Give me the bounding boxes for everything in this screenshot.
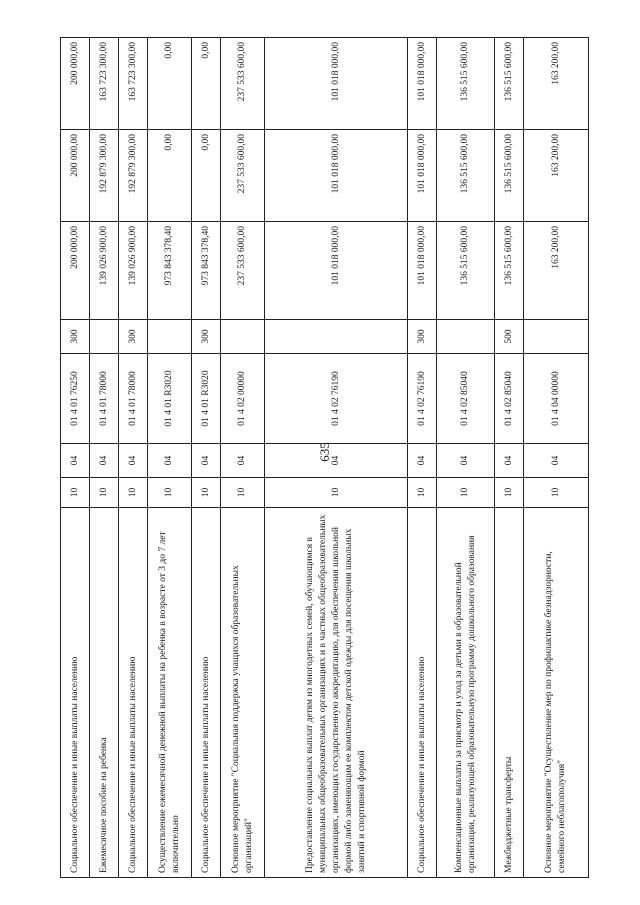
row-section-cell: 10 bbox=[221, 478, 265, 508]
budget-table bbox=[60, 37, 589, 878]
row-value-year3-cell: 101 018 000,00 bbox=[408, 38, 437, 130]
row-section-cell: 10 bbox=[61, 478, 90, 508]
row-value-year3-cell: 0,00 bbox=[192, 38, 221, 130]
row-value-year1-cell: 200 000,00 bbox=[61, 222, 90, 320]
row-name-cell: Основное мероприятие "Осуществление мер по профилактике безнадзорности, семейного неблагополучия" bbox=[524, 508, 589, 878]
row-section-cell: 10 bbox=[437, 478, 495, 508]
rotated-table-container bbox=[60, 38, 588, 878]
row-value-year2-cell: 0,00 bbox=[148, 130, 192, 222]
row-value-year1-cell: 101 018 000,00 bbox=[265, 222, 408, 320]
row-target-code-cell: 01 4 02 85040 bbox=[495, 354, 524, 444]
row-section-cell: 10 bbox=[148, 478, 192, 508]
row-name-cell: Социальное обеспечение и иные выплаты населению bbox=[192, 508, 221, 878]
page-number: 635 bbox=[317, 442, 332, 462]
row-value-year2-cell: 0,00 bbox=[192, 130, 221, 222]
row-value-year2-cell: 192 879 300,00 bbox=[90, 130, 119, 222]
row-value-year1-cell: 163 200,00 bbox=[524, 222, 589, 320]
row-name-cell: Социальное обеспечение и иные выплаты населению bbox=[61, 508, 90, 878]
row-value-year2-cell: 237 533 600,00 bbox=[221, 130, 265, 222]
row-target-code-cell: 01 4 02 85040 bbox=[437, 354, 495, 444]
row-value-year1-cell: 101 018 000,00 bbox=[408, 222, 437, 320]
row-name-cell: Ежемесячное пособие на ребенка bbox=[90, 508, 119, 878]
row-subsection-cell: 04 bbox=[495, 444, 524, 478]
table-row bbox=[524, 38, 589, 878]
row-name-cell: Социальное обеспечение и иные выплаты населению bbox=[408, 508, 437, 878]
row-target-code-cell: 01 4 01 78000 bbox=[90, 354, 119, 444]
row-target-code-cell: 01 4 01 R3020 bbox=[192, 354, 221, 444]
table-row bbox=[90, 38, 119, 878]
table-row bbox=[221, 38, 265, 878]
row-expense-type-cell: 300 bbox=[408, 320, 437, 354]
row-subsection-cell: 04 bbox=[524, 444, 589, 478]
row-subsection-cell: 04 bbox=[221, 444, 265, 478]
row-value-year2-cell: 136 515 600,00 bbox=[437, 130, 495, 222]
row-value-year2-cell: 192 879 300,00 bbox=[119, 130, 148, 222]
row-expense-type-cell bbox=[437, 320, 495, 354]
table-row bbox=[119, 38, 148, 878]
row-value-year3-cell: 163 723 300,00 bbox=[90, 38, 119, 130]
row-value-year2-cell: 101 018 000,00 bbox=[265, 130, 408, 222]
row-expense-type-cell bbox=[148, 320, 192, 354]
row-subsection-cell: 04 bbox=[408, 444, 437, 478]
row-value-year3-cell: 237 533 600,00 bbox=[221, 38, 265, 130]
row-target-code-cell: 01 4 02 76190 bbox=[408, 354, 437, 444]
row-subsection-cell: 04 bbox=[265, 444, 408, 478]
row-section-cell: 10 bbox=[408, 478, 437, 508]
row-name-cell: Компенсационные выплаты за присмотр и уход за детьми в образовательной организации, реализующей образовательную программу дошкольного образования bbox=[437, 508, 495, 878]
row-value-year3-cell: 200 000,00 bbox=[61, 38, 90, 130]
row-name-cell: Предоставление социальных выплат детям из многодетных семей, обучающимся в муниципальных общеобразовательных организациях и в частных общеобразовательных организациях, имеющих государственную аккредитацию, для обеспечения школьной формой либо заменяющим ее комплектом детской одежды для посещения школьных занятий и спортивной формой bbox=[265, 508, 408, 878]
row-value-year1-cell: 136 515 600,00 bbox=[437, 222, 495, 320]
row-subsection-cell: 04 bbox=[192, 444, 221, 478]
row-value-year3-cell: 136 515 600,00 bbox=[495, 38, 524, 130]
row-value-year1-cell: 973 843 378,40 bbox=[192, 222, 221, 320]
row-expense-type-cell: 500 bbox=[495, 320, 524, 354]
table-row bbox=[148, 38, 192, 878]
row-expense-type-cell bbox=[265, 320, 408, 354]
row-section-cell: 10 bbox=[524, 478, 589, 508]
row-target-code-cell: 01 4 01 78000 bbox=[119, 354, 148, 444]
table-row bbox=[192, 38, 221, 878]
row-value-year3-cell: 0,00 bbox=[148, 38, 192, 130]
row-expense-type-cell bbox=[524, 320, 589, 354]
row-section-cell: 10 bbox=[265, 478, 408, 508]
table-row bbox=[437, 38, 495, 878]
row-name-cell: Основное мероприятие "Социальная поддержка учащихся образовательных организаций" bbox=[221, 508, 265, 878]
row-subsection-cell: 04 bbox=[437, 444, 495, 478]
row-expense-type-cell: 300 bbox=[119, 320, 148, 354]
row-expense-type-cell bbox=[221, 320, 265, 354]
row-value-year2-cell: 101 018 000,00 bbox=[408, 130, 437, 222]
row-value-year2-cell: 200 000,00 bbox=[61, 130, 90, 222]
row-value-year3-cell: 163 723 300,00 bbox=[119, 38, 148, 130]
row-expense-type-cell: 300 bbox=[192, 320, 221, 354]
row-expense-type-cell bbox=[90, 320, 119, 354]
row-section-cell: 10 bbox=[495, 478, 524, 508]
table-row bbox=[265, 38, 408, 878]
row-value-year2-cell: 163 200,00 bbox=[524, 130, 589, 222]
row-target-code-cell: 01 4 02 76190 bbox=[265, 354, 408, 444]
row-subsection-cell: 04 bbox=[148, 444, 192, 478]
row-name-cell: Социальное обеспечение и иные выплаты населению bbox=[119, 508, 148, 878]
row-value-year2-cell: 136 515 600,00 bbox=[495, 130, 524, 222]
row-subsection-cell: 04 bbox=[119, 444, 148, 478]
row-target-code-cell: 01 4 04 00000 bbox=[524, 354, 589, 444]
table-row bbox=[495, 38, 524, 878]
table-row bbox=[408, 38, 437, 878]
row-value-year1-cell: 139 026 900,00 bbox=[90, 222, 119, 320]
row-name-cell: Межбюджетные трансферты bbox=[495, 508, 524, 878]
row-name-cell: Осуществление ежемесячной денежной выплаты на ребенка в возрасте от 3 до 7 лет включительно bbox=[148, 508, 192, 878]
row-target-code-cell: 01 4 01 76250 bbox=[61, 354, 90, 444]
row-expense-type-cell: 300 bbox=[61, 320, 90, 354]
row-value-year1-cell: 237 533 600,00 bbox=[221, 222, 265, 320]
table-row bbox=[61, 38, 90, 878]
row-value-year1-cell: 136 515 600,00 bbox=[495, 222, 524, 320]
row-subsection-cell: 04 bbox=[61, 444, 90, 478]
row-target-code-cell: 01 4 02 00000 bbox=[221, 354, 265, 444]
row-value-year3-cell: 163 200,00 bbox=[524, 38, 589, 130]
row-value-year3-cell: 136 515 600,00 bbox=[437, 38, 495, 130]
row-value-year1-cell: 973 843 378,40 bbox=[148, 222, 192, 320]
row-target-code-cell: 01 4 01 R3020 bbox=[148, 354, 192, 444]
row-value-year3-cell: 101 018 000,00 bbox=[265, 38, 408, 130]
row-section-cell: 10 bbox=[119, 478, 148, 508]
row-subsection-cell: 04 bbox=[90, 444, 119, 478]
row-section-cell: 10 bbox=[90, 478, 119, 508]
row-section-cell: 10 bbox=[192, 478, 221, 508]
row-value-year1-cell: 139 026 900,00 bbox=[119, 222, 148, 320]
